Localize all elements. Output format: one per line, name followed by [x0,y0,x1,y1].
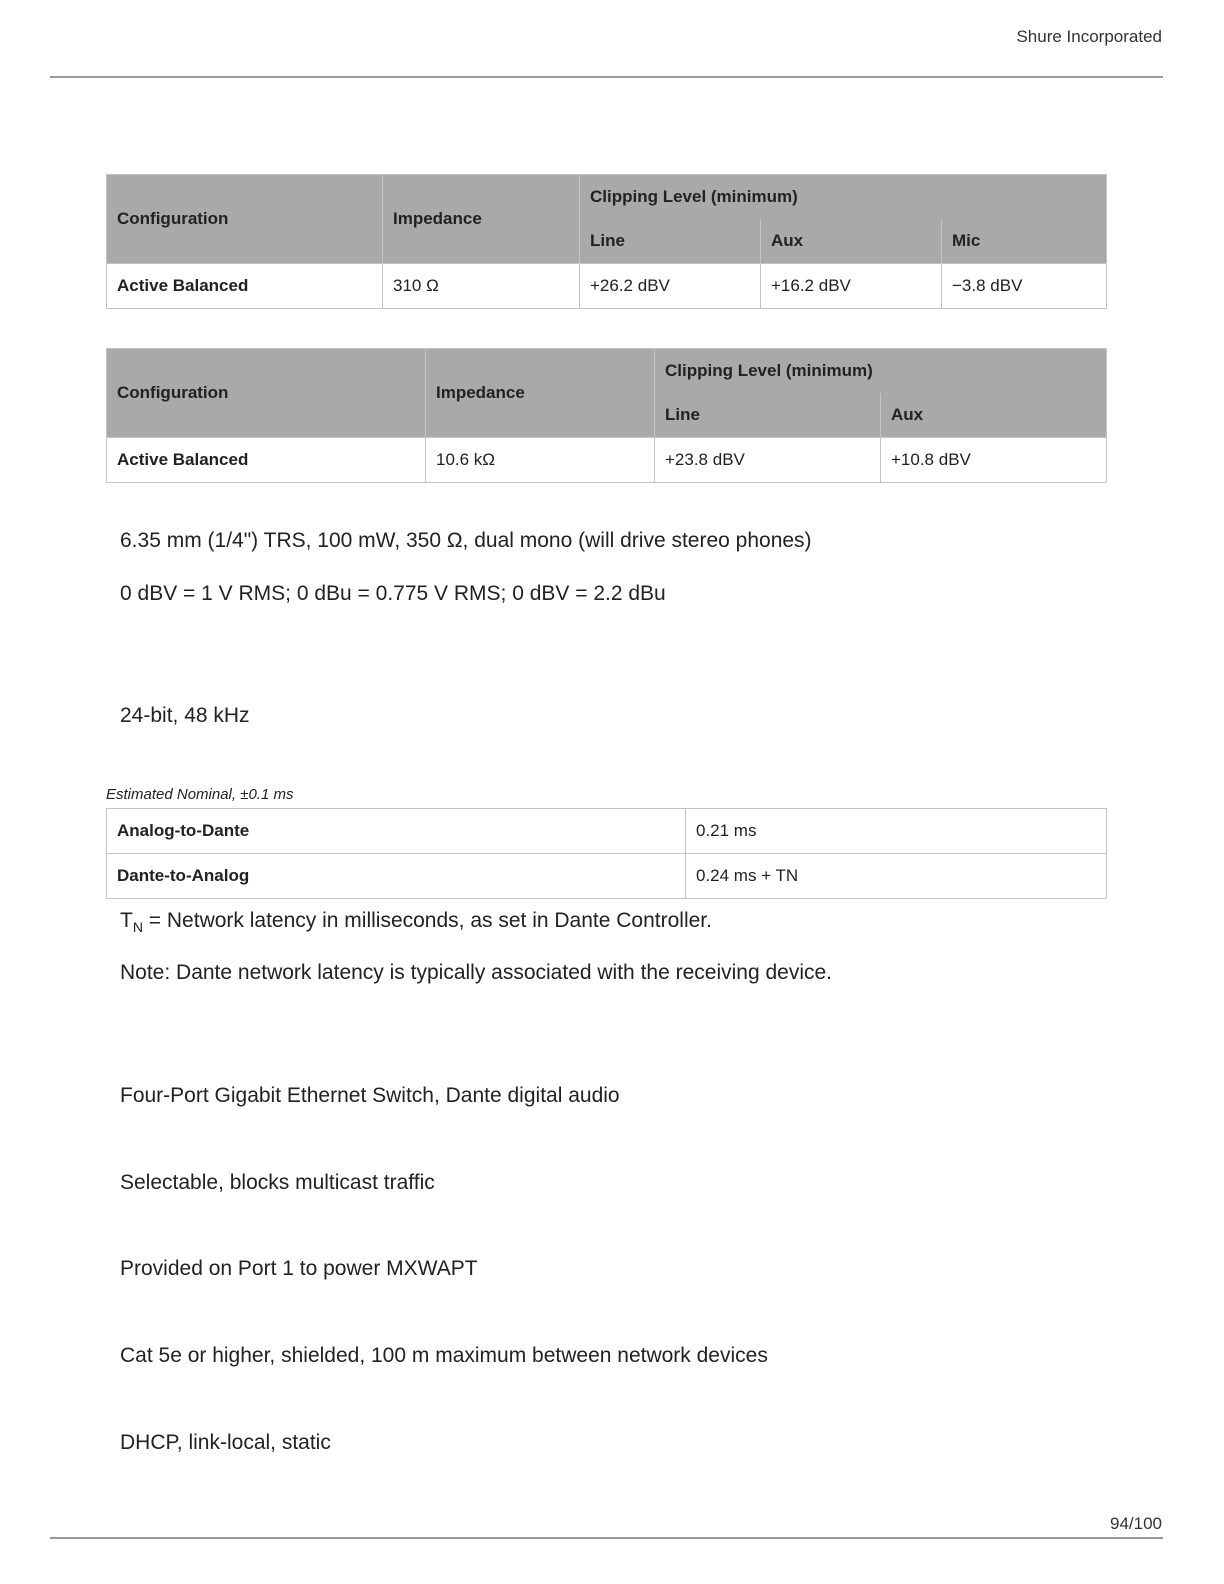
table-row [107,809,1107,854]
latency-value: 0.24 ms + TN [686,854,1107,899]
latency-caption: Estimated Nominal, ±0.1 ms [106,786,294,803]
latency-note: Note: Dante network latency is typically associated with the receiving device. [120,961,833,984]
poe-spec: Provided on Port 1 to power MXWAPT [120,1257,478,1280]
network-interface-spec: Four-Port Gigabit Ethernet Switch, Dante digital audio [120,1084,620,1107]
header-clipping-level: Clipping Level (minimum) [655,349,1107,394]
header-aux: Aux [761,219,942,264]
header-aux: Aux [881,393,1107,438]
tn-text: = Network latency in milliseconds, as set in Dante Controller. [142,909,712,932]
clipping-level-table-2 [106,348,1107,483]
addressing-spec: DHCP, link-local, static [120,1431,331,1454]
network-isolation-spec: Selectable, blocks multicast traffic [120,1171,435,1194]
cell-configuration: Active Balanced [107,264,383,309]
page-number: 94/100 [1110,1514,1162,1533]
header-company-name: Shure Incorporated [1016,27,1162,46]
latency-table [106,808,1107,899]
cell-configuration: Active Balanced [107,438,426,483]
tn-definition [120,909,712,935]
table-row [107,854,1107,899]
cell-impedance: 10.6 kΩ [426,438,655,483]
bit-depth-sample-rate: 24-bit, 48 kHz [120,704,250,727]
table-row [107,438,1107,483]
header-clipping-level: Clipping Level (minimum) [580,175,1107,220]
header-impedance: Impedance [383,175,580,264]
cell-aux: +10.8 dBV [881,438,1107,483]
header-divider [50,76,1163,78]
latency-label: Dante-to-Analog [107,854,686,899]
header-mic: Mic [942,219,1107,264]
header-impedance: Impedance [426,349,655,438]
headphone-output-spec: 6.35 mm (1/4") TRS, 100 mW, 350 Ω, dual mono (will drive stereo phones) [120,529,812,552]
header-configuration: Configuration [107,175,383,264]
cable-spec: Cat 5e or higher, shielded, 100 m maximum between network devices [120,1344,768,1367]
cell-impedance: 310 Ω [383,264,580,309]
cell-line: +23.8 dBV [655,438,881,483]
header-line: Line [655,393,881,438]
footer-divider [50,1537,1163,1539]
cell-mic: −3.8 dBV [942,264,1107,309]
latency-label: Analog-to-Dante [107,809,686,854]
cell-aux: +16.2 dBV [761,264,942,309]
clipping-level-table-1 [106,174,1107,309]
cell-line: +26.2 dBV [580,264,761,309]
tn-symbol: T [120,909,133,932]
tn-subscript: N [132,919,143,936]
latency-value: 0.21 ms [686,809,1107,854]
reference-level-note: 0 dBV = 1 V RMS; 0 dBu = 0.775 V RMS; 0 dBV = 2.2 dBu [120,582,666,605]
table-row [107,264,1107,309]
header-configuration: Configuration [107,349,426,438]
header-line: Line [580,219,761,264]
